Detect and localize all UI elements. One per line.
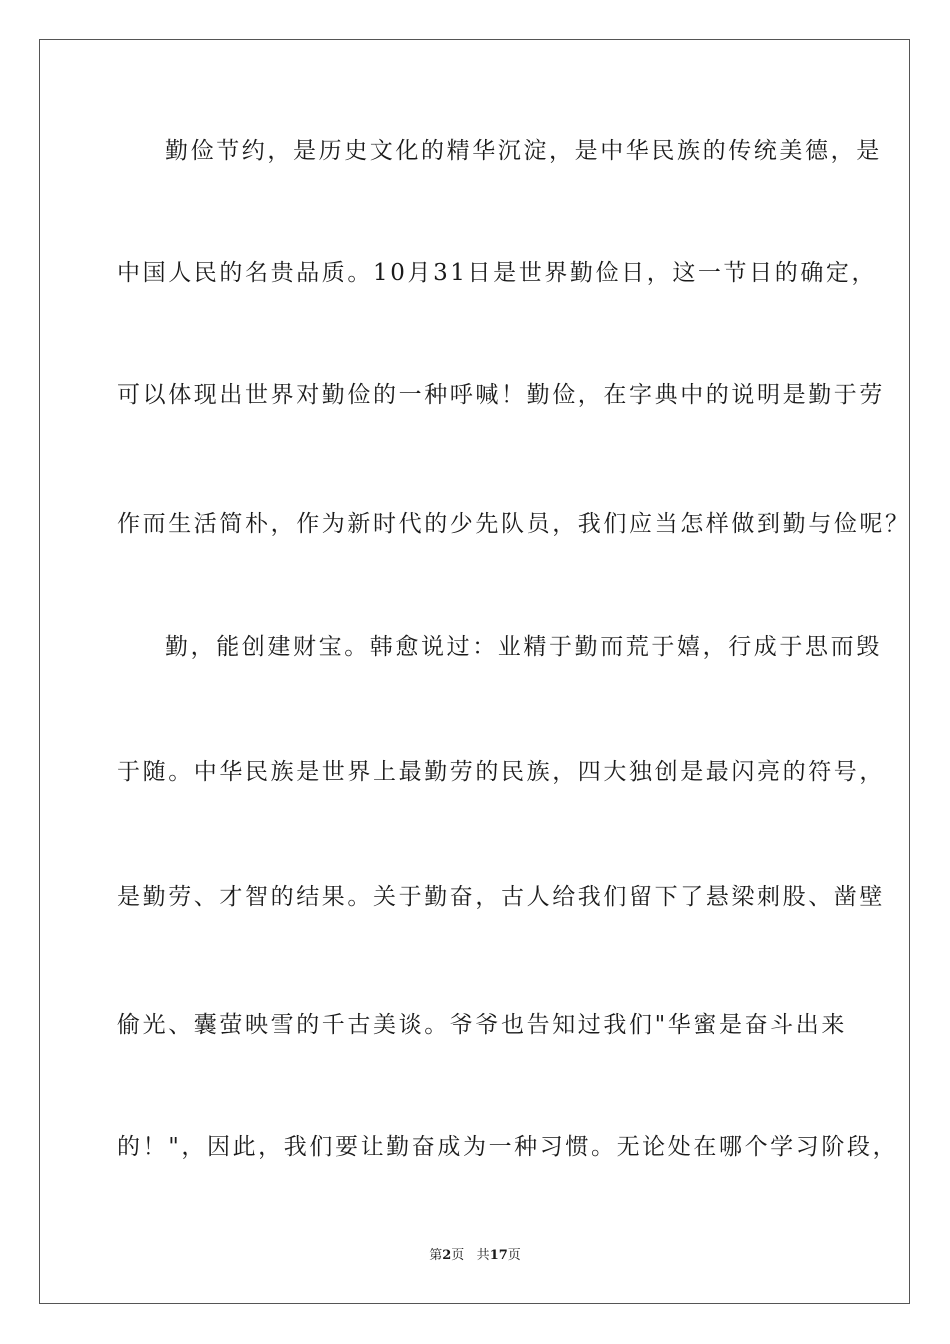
total-prefix: 共 <box>476 1248 490 1263</box>
page-border <box>39 39 910 1304</box>
paragraph-1-line-1: 勤俭节约，是历史文化的精华沉淀，是中华民族的传统美德，是 <box>165 138 882 164</box>
paragraph-2-line-3: 是勤劳、才智的结果。关于勤奋，古人给我们留下了悬梁刺股、凿壁 <box>117 884 885 910</box>
page-number: 2 <box>442 1248 452 1263</box>
page-footer <box>0 1247 950 1265</box>
paragraph-1-line-4: 作而生活简朴，作为新时代的少先队员，我们应当怎样做到勤与俭呢？ <box>117 511 911 537</box>
paragraph-1-line-2: 中国人民的名贵品质。10月31日是世界勤俭日，这一节日的确定， <box>117 260 878 286</box>
paragraph-2-line-4: 偷光、囊萤映雪的千古美谈。爷爷也告知过我们"华蜜是奋斗出来 <box>117 1012 847 1038</box>
total-suffix: 页 <box>507 1248 521 1263</box>
total-pages: 17 <box>489 1248 508 1263</box>
page-suffix: 页 <box>451 1248 465 1263</box>
page-prefix: 第 <box>429 1248 443 1263</box>
paragraph-2-line-1: 勤，能创建财宝。韩愈说过：业精于勤而荒于嬉，行成于思而毁 <box>165 634 882 660</box>
paragraph-1-line-3: 可以体现出世界对勤俭的一种呼喊！勤俭，在字典中的说明是勤于劳 <box>117 382 885 408</box>
paragraph-2-line-5: 的！"，因此，我们要让勤奋成为一种习惯。无论处在哪个学习阶段， <box>117 1134 899 1160</box>
paragraph-2-line-2: 于随。中华民族是世界上最勤劳的民族，四大独创是最闪亮的符号， <box>117 759 885 785</box>
